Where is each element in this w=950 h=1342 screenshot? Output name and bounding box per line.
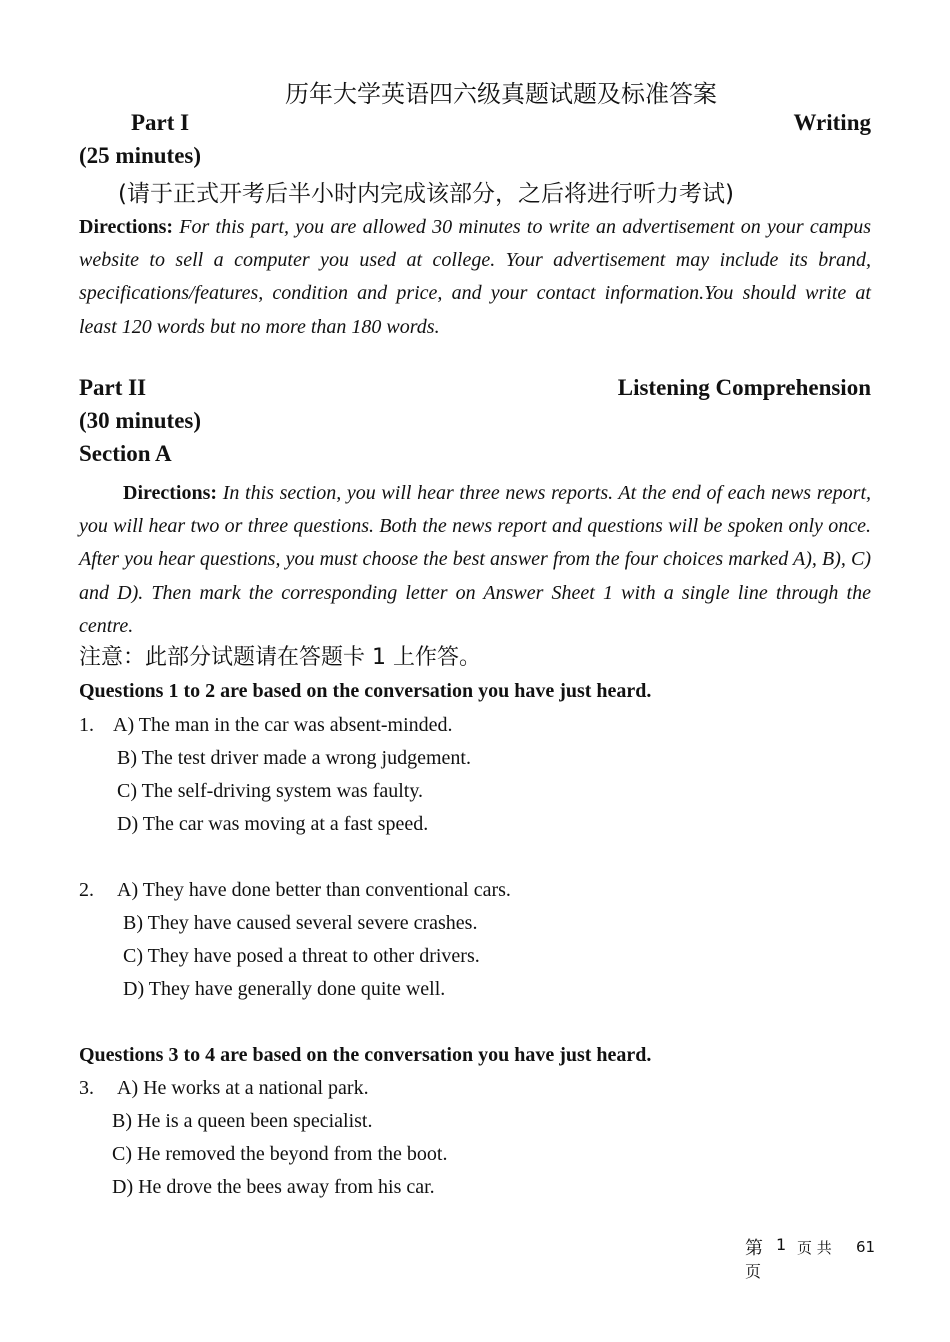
q3-option-b: B) He is a queen been specialist. bbox=[112, 1110, 373, 1132]
part2-time: (30 minutes) bbox=[79, 408, 202, 433]
part1-note: (请于正式开考后半小时内完成该部分，之后将进行听力考试) bbox=[118, 181, 734, 207]
part1-time: (25 minutes) bbox=[79, 143, 202, 168]
part2-note: 注意：此部分试题请在答题卡 1 上作答。 bbox=[79, 645, 481, 670]
part2-directions-text: In this section, you will hear three news reports. At the end of each news report, you will hear two or three questions. Both the news report and questions will be spoken only once. After you hear questions, you must choose the best answer from the four choices marked A), B), C) and D). Then mark the corresponding letter on Answer Sheet 1 with a single line through the centre. bbox=[79, 482, 871, 637]
q1-option-d: D) The car was moving at a fast speed. bbox=[117, 813, 429, 835]
q2-option-a: A) They have done better than conventional cars. bbox=[117, 879, 511, 901]
group1-heading: Questions 1 to 2 are based on the conversation you have just heard. bbox=[79, 680, 652, 702]
footer-suffix: 页 bbox=[745, 1262, 762, 1281]
q3-option-d: D) He drove the bees away from his car. bbox=[112, 1176, 435, 1198]
part2-directions bbox=[79, 477, 871, 643]
q2-number: 2. bbox=[79, 879, 94, 901]
q1-option-c: C) The self-driving system was faulty. bbox=[117, 780, 424, 802]
footer-mid: 页 共 bbox=[797, 1239, 832, 1257]
q3-option-c: C) He removed the beyond from the boot. bbox=[112, 1143, 448, 1165]
q1-number: 1. bbox=[79, 714, 94, 736]
part2-label: Part II bbox=[79, 375, 147, 400]
footer-prefix: 第 bbox=[745, 1238, 763, 1259]
section-a-heading: Section A bbox=[79, 441, 172, 466]
q1-option-b: B) The test driver made a wrong judgement. bbox=[117, 747, 471, 769]
document-title: 历年大学英语四六级真题试题及标准答案 bbox=[285, 82, 717, 108]
part1-directions bbox=[79, 211, 871, 344]
q2-option-d: D) They have generally done quite well. bbox=[123, 978, 446, 1000]
q3-number: 3. bbox=[79, 1077, 94, 1099]
part1-directions-label: Directions: bbox=[79, 216, 174, 238]
q2-option-b: B) They have caused several severe crashes. bbox=[123, 912, 478, 934]
q1-option-a: A) The man in the car was absent-minded. bbox=[113, 714, 453, 736]
group2-heading: Questions 3 to 4 are based on the conversation you have just heard. bbox=[79, 1044, 652, 1066]
q2-option-c: C) They have posed a threat to other drivers. bbox=[123, 945, 480, 967]
part1-label: Part I bbox=[131, 110, 190, 135]
part1-name: Writing bbox=[793, 110, 871, 135]
footer-total: 61 bbox=[856, 1238, 876, 1256]
part1-directions-text: For this part, you are allowed 30 minutes to write an advertisement on your campus website to sell a computer you used at college. Your advertisement may include its brand, specifications/features, condition and price, and your contact information.You should write at least 120 words but no more than 180 words. bbox=[79, 216, 871, 338]
footer-page-number: 1 bbox=[776, 1235, 787, 1254]
q3-option-a: A) He works at a national park. bbox=[117, 1077, 369, 1099]
part2-name: Listening Comprehension bbox=[617, 375, 871, 400]
part2-directions-label: Directions: bbox=[123, 482, 218, 504]
